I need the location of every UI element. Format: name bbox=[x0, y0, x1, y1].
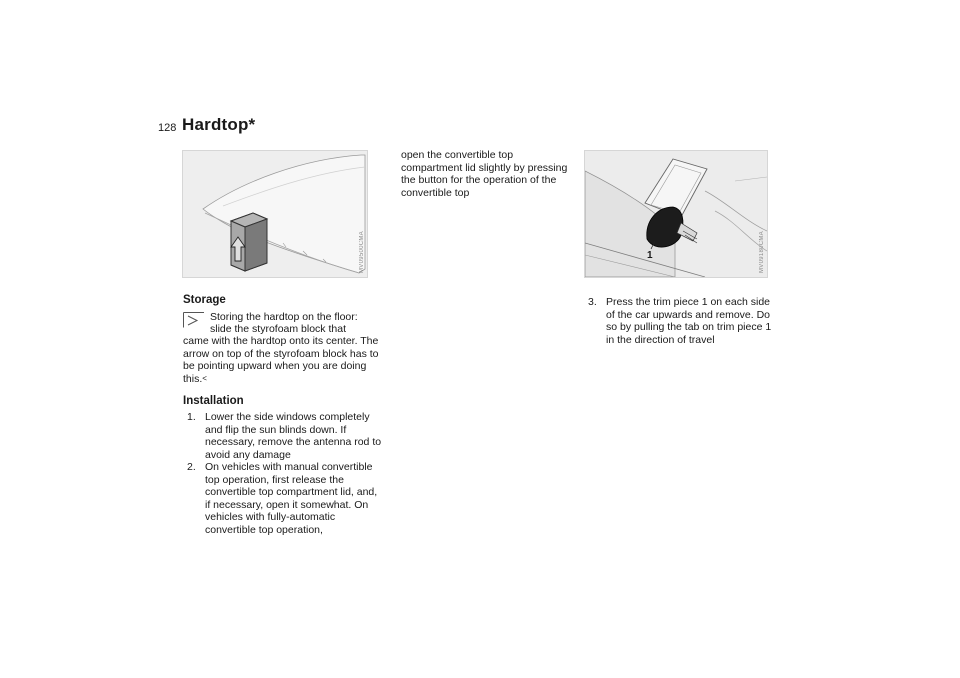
figure-code: MV09180CMA bbox=[759, 230, 765, 273]
installation-steps bbox=[187, 411, 383, 536]
page-number: 128 bbox=[158, 122, 177, 134]
storage-note-body bbox=[183, 335, 379, 385]
step-text: Lower the side windows completely and flip the sun blinds down. If necessary, remove the antenna rod to avoid any damage bbox=[205, 411, 382, 461]
step-number: 1. bbox=[187, 411, 196, 423]
end-marker: < bbox=[202, 373, 207, 383]
storage-note-lead: Storing the hardtop on the floor: bbox=[210, 311, 358, 323]
list-item bbox=[187, 411, 383, 461]
step-text: Press the trim piece 1 on each side of the car upwards and remove. Do so by pulling the tab on trim piece 1 in the direction of travel bbox=[606, 296, 772, 346]
trim-piece-illustration bbox=[585, 151, 767, 277]
list-item bbox=[588, 296, 778, 346]
step-number: 2. bbox=[187, 461, 196, 473]
arrow-note-icon bbox=[183, 312, 205, 328]
trim-piece-figure bbox=[584, 150, 768, 278]
callout-label: 1 bbox=[647, 250, 653, 261]
installation-heading: Installation bbox=[183, 395, 244, 407]
storage-note-text: came with the hardtop onto its center. The arrow on top of the styrofoam block has to be pointing upward when you are doing this. bbox=[183, 335, 379, 385]
step-text: On vehicles with manual convertible top operation, first release the convertible top compartment lid, and, if necessary, open it somewhat. On vehicles with fully-automatic convertible top operation, bbox=[205, 461, 378, 536]
hardtop-storage-illustration bbox=[183, 151, 367, 277]
step2-continuation: open the convertible top compartment lid slightly by pressing the button for the operation of the convertible top bbox=[401, 149, 568, 199]
storage-heading: Storage bbox=[183, 294, 226, 306]
hardtop-storage-figure bbox=[182, 150, 368, 278]
figure-code: MV09500CMA bbox=[359, 230, 365, 273]
list-item bbox=[187, 461, 383, 536]
storage-note-indent: slide the styrofoam block that bbox=[210, 323, 346, 335]
step-number: 3. bbox=[588, 296, 597, 308]
page-title: Hardtop* bbox=[182, 115, 256, 134]
installation-steps-cont bbox=[588, 296, 778, 346]
